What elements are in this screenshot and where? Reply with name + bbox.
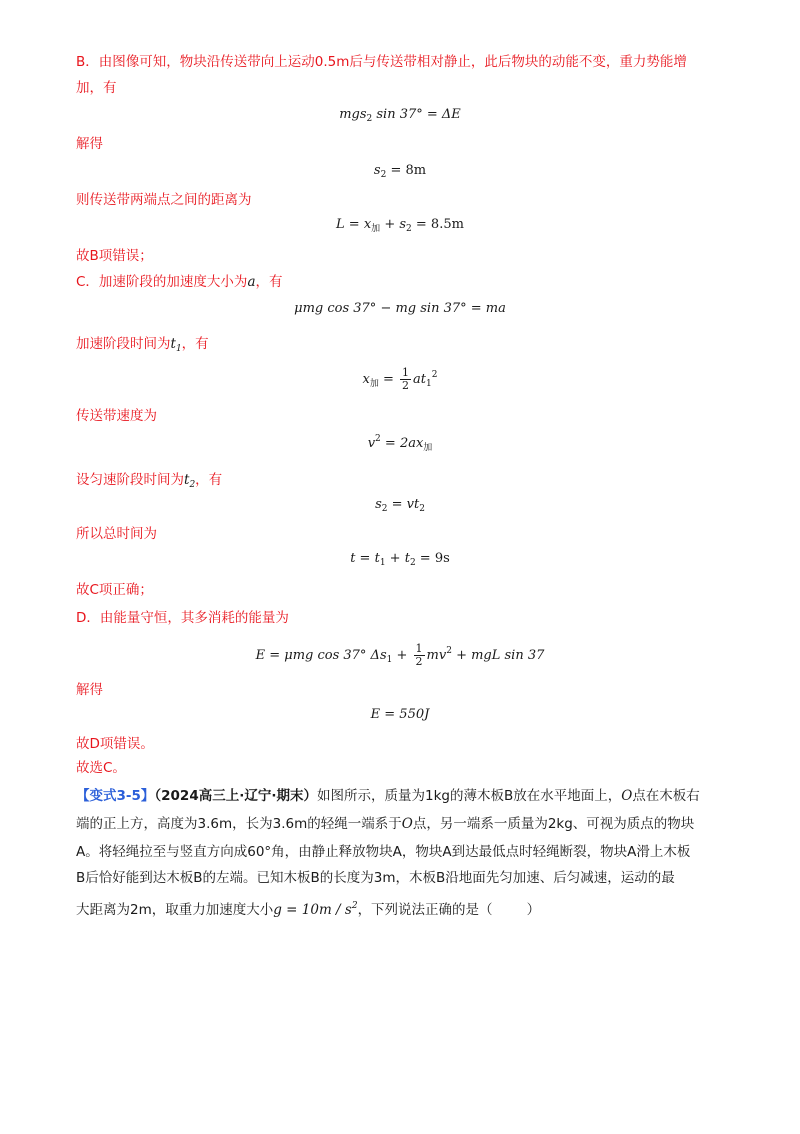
option-b-conclusion: 故B项错误；: [76, 248, 153, 264]
formula-uniform-distance: $s_2 = vt_2$: [375, 497, 425, 514]
formula-energy-consumed: E = μmg cos 37° $\Delta s_1$ + $\frac{1}{2}$ $mv^2$ + mgL sin 37: [255, 642, 545, 668]
option-d-conclusion: 故D项错误。: [76, 736, 154, 752]
formula-acceleration: μmg cos 37° − mg sin 37° = ma: [294, 301, 506, 316]
acceleration-time-intro: 加速阶段时间为$t_1$，有: [76, 336, 209, 354]
formula-belt-speed: $v^2 = 2ax_加$: [367, 434, 433, 453]
formula-acceleration-displacement: $x_加$ = $\frac{1}{2}$ $at_1^2$: [362, 366, 438, 392]
belt-speed-intro: 传送带速度为: [76, 408, 157, 424]
answer-line: 故选C。: [76, 760, 126, 776]
total-time-intro: 所以总时间为: [76, 526, 157, 542]
option-c-explanation: C．加速阶段的加速度大小为a，有: [76, 274, 283, 290]
formula-s2: $s_2 = 8m$: [373, 163, 427, 180]
variant-question-line4: B后恰好能到达木板B的左端。已知木板B的长度为3m，木板B沿地面先匀加速、后匀减速，运动的最: [76, 870, 675, 886]
variant-tag: 【变式3-5】: [76, 788, 155, 804]
formula-energy-increase: mgs$_2$ sin 37° = ΔE: [339, 107, 461, 124]
solve-label-1: 解得: [76, 136, 103, 152]
option-c-conclusion: 故C项正确；: [76, 582, 153, 598]
belt-distance-intro: 则传送带两端点之间的距离为: [76, 192, 252, 208]
formula-belt-length: $L = x_加 + s_2 = 8.5m$: [336, 217, 464, 234]
variant-question-line1: 【变式3-5】（2024高三上·辽宁·期末）如图所示，质量为1kg的薄木板B放在水平地面上，O点在木板右: [76, 788, 700, 804]
option-d-explanation: D．由能量守恒，其多消耗的能量为: [76, 610, 289, 626]
variant-source: （2024高三上·辽宁·期末）: [154, 788, 317, 804]
solve-label-2: 解得: [76, 682, 103, 698]
uniform-time-intro: 设匀速阶段时间为$t_2$，有: [76, 472, 223, 490]
variant-question-line3: A。将轻绳拉至与竖直方向成60°角，由静止释放物块A，物块A到达最低点时轻绳断裂，物块A滑上木板: [76, 844, 691, 860]
formula-energy-result: E = 550J: [370, 707, 430, 722]
variant-question-line2: 端的正上方，高度为3.6m，长为3.6m的轻绳一端系于O点，另一端系一质量为2kg、可视为质点的物块: [76, 816, 695, 832]
option-b-explanation-line1: B．由图像可知，物块沿传送带向上运动0.5m后与传送带相对静止，此后物块的动能不变，重力势能增: [76, 54, 687, 70]
variant-question-line5: 大距离为2m，取重力加速度大小$g = 10m / s^2$，下列说法正确的是（ ）: [76, 901, 541, 918]
formula-total-time: $t = t_1 + t_2 = 9s$: [350, 551, 450, 568]
option-b-explanation-line2: 加，有: [76, 80, 117, 96]
